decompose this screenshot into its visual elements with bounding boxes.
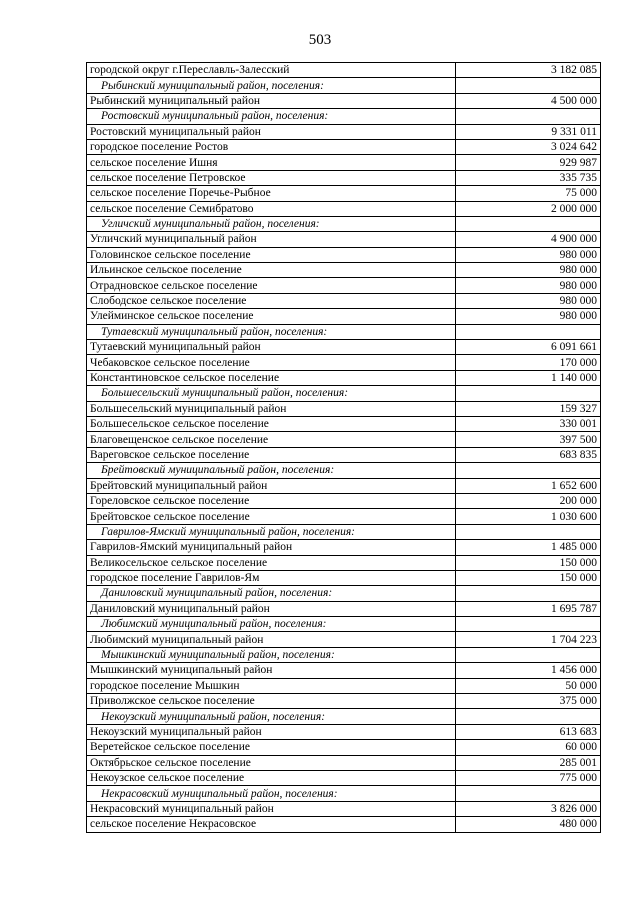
amount-value: 50 000 xyxy=(456,678,601,693)
section-title: Мышкинский муниципальный район, поселения: xyxy=(87,647,456,662)
territory-name: сельское поселение Петровское xyxy=(87,170,456,185)
table-row xyxy=(87,447,601,462)
territory-name: Даниловский муниципальный район xyxy=(87,601,456,616)
section-header-row xyxy=(87,709,601,724)
amount-value: 60 000 xyxy=(456,740,601,755)
section-header-row xyxy=(87,386,601,401)
section-header-row xyxy=(87,216,601,231)
amount-value: 1 140 000 xyxy=(456,370,601,385)
section-title: Любимский муниципальный район, поселения: xyxy=(87,617,456,632)
amount-value: 775 000 xyxy=(456,770,601,785)
amount-value: 1 030 600 xyxy=(456,509,601,524)
territory-name: Рыбинский муниципальный район xyxy=(87,93,456,108)
amount-value xyxy=(456,463,601,478)
table-row xyxy=(87,201,601,216)
territory-name: Октябрьское сельское поселение xyxy=(87,755,456,770)
amount-value: 3 182 085 xyxy=(456,63,601,78)
amount-value: 200 000 xyxy=(456,493,601,508)
territory-name: городское поселение Гаврилов-Ям xyxy=(87,570,456,585)
section-title: Некрасовский муниципальный район, поселения: xyxy=(87,786,456,801)
territory-name: городское поселение Мышкин xyxy=(87,678,456,693)
amount-value: 9 331 011 xyxy=(456,124,601,139)
amount-value: 1 652 600 xyxy=(456,478,601,493)
territory-name: сельское поселение Некрасовское xyxy=(87,817,456,832)
table-row xyxy=(87,678,601,693)
table-row xyxy=(87,309,601,324)
table-row xyxy=(87,63,601,78)
territory-name: Вареговское сельское поселение xyxy=(87,447,456,462)
territory-name: Гаврилов-Ямский муниципальный район xyxy=(87,540,456,555)
table-row xyxy=(87,663,601,678)
territory-name: Большесельское сельское поселение xyxy=(87,416,456,431)
section-header-row xyxy=(87,786,601,801)
territory-name: Любимский муниципальный район xyxy=(87,632,456,647)
section-title: Гаврилов-Ямский муниципальный район, поселения: xyxy=(87,524,456,539)
table-row xyxy=(87,340,601,355)
table-row xyxy=(87,355,601,370)
table-row xyxy=(87,370,601,385)
amount-value xyxy=(456,386,601,401)
amount-value: 4 500 000 xyxy=(456,93,601,108)
table-row xyxy=(87,478,601,493)
table-row xyxy=(87,493,601,508)
table-row xyxy=(87,555,601,570)
table-row xyxy=(87,139,601,154)
section-title: Даниловский муниципальный район, поселения: xyxy=(87,586,456,601)
table-row xyxy=(87,432,601,447)
table-row xyxy=(87,170,601,185)
territory-name: Слободское сельское поселение xyxy=(87,293,456,308)
territory-name: Некоузское сельское поселение xyxy=(87,770,456,785)
table-row xyxy=(87,740,601,755)
table-row xyxy=(87,401,601,416)
territory-name: Гореловское сельское поселение xyxy=(87,493,456,508)
amount-value: 683 835 xyxy=(456,447,601,462)
table-row xyxy=(87,509,601,524)
territory-name: сельское поселение Семибратово xyxy=(87,201,456,216)
table-row xyxy=(87,232,601,247)
territory-name: Великосельское сельское поселение xyxy=(87,555,456,570)
table-row xyxy=(87,724,601,739)
amount-value: 980 000 xyxy=(456,293,601,308)
table-row xyxy=(87,801,601,816)
table-row xyxy=(87,632,601,647)
amount-value: 75 000 xyxy=(456,186,601,201)
territory-name: Большесельский муниципальный район xyxy=(87,401,456,416)
amount-value: 159 327 xyxy=(456,401,601,416)
amount-value: 6 091 661 xyxy=(456,340,601,355)
amount-value xyxy=(456,786,601,801)
table-row xyxy=(87,770,601,785)
amount-value xyxy=(456,524,601,539)
territory-name: сельское поселение Поречье-Рыбное xyxy=(87,186,456,201)
amount-value: 3 024 642 xyxy=(456,139,601,154)
territory-name: Приволжское сельское поселение xyxy=(87,694,456,709)
table-row xyxy=(87,694,601,709)
territory-name: Улейминское сельское поселение xyxy=(87,309,456,324)
table-row xyxy=(87,278,601,293)
section-title: Некоузский муниципальный район, поселения: xyxy=(87,709,456,724)
territory-name: Ростовский муниципальный район xyxy=(87,124,456,139)
page-number: 503 xyxy=(308,32,332,48)
section-title: Ростовский муниципальный район, поселения: xyxy=(87,109,456,124)
table-row xyxy=(87,124,601,139)
table-row xyxy=(87,601,601,616)
amount-value: 170 000 xyxy=(456,355,601,370)
territory-name: сельское поселение Ишня xyxy=(87,155,456,170)
amount-value: 397 500 xyxy=(456,432,601,447)
amount-value: 980 000 xyxy=(456,247,601,262)
amount-value: 285 001 xyxy=(456,755,601,770)
territory-name: Константиновское сельское поселение xyxy=(87,370,456,385)
table-row xyxy=(87,570,601,585)
territory-name: Чебаковское сельское поселение xyxy=(87,355,456,370)
amount-value xyxy=(456,216,601,231)
section-header-row xyxy=(87,78,601,93)
section-title: Тутаевский муниципальный район, поселения: xyxy=(87,324,456,339)
amount-value: 929 987 xyxy=(456,155,601,170)
table-row xyxy=(87,293,601,308)
amount-value: 1 485 000 xyxy=(456,540,601,555)
territory-name: Головинское сельское поселение xyxy=(87,247,456,262)
amount-value: 150 000 xyxy=(456,570,601,585)
territory-name: Веретейское сельское поселение xyxy=(87,740,456,755)
amount-value: 375 000 xyxy=(456,694,601,709)
section-header-row xyxy=(87,463,601,478)
amount-value xyxy=(456,709,601,724)
amount-value xyxy=(456,78,601,93)
table-body xyxy=(87,63,601,833)
section-header-row xyxy=(87,324,601,339)
amount-value xyxy=(456,617,601,632)
amount-value: 980 000 xyxy=(456,309,601,324)
amount-value: 480 000 xyxy=(456,817,601,832)
amount-value: 335 735 xyxy=(456,170,601,185)
table-row xyxy=(87,540,601,555)
amount-value: 3 826 000 xyxy=(456,801,601,816)
amount-value: 1 695 787 xyxy=(456,601,601,616)
territory-name: Благовещенское сельское поселение xyxy=(87,432,456,447)
territory-name: Некоузский муниципальный район xyxy=(87,724,456,739)
section-header-row xyxy=(87,109,601,124)
amount-value xyxy=(456,324,601,339)
section-title: Рыбинский муниципальный район, поселения: xyxy=(87,78,456,93)
budget-table xyxy=(86,62,601,833)
table-row xyxy=(87,186,601,201)
table-row xyxy=(87,416,601,431)
territory-name: Угличский муниципальный район xyxy=(87,232,456,247)
table-row xyxy=(87,93,601,108)
section-header-row xyxy=(87,524,601,539)
section-title: Большесельский муниципальный район, поселения: xyxy=(87,386,456,401)
territory-name: городской округ г.Переславль-Залесский xyxy=(87,63,456,78)
territory-name: Ильинское сельское поселение xyxy=(87,263,456,278)
table-row xyxy=(87,263,601,278)
table-row xyxy=(87,755,601,770)
section-header-row xyxy=(87,617,601,632)
amount-value xyxy=(456,586,601,601)
table-row xyxy=(87,247,601,262)
amount-value: 4 900 000 xyxy=(456,232,601,247)
territory-name: Тутаевский муниципальный район xyxy=(87,340,456,355)
territory-name: Некрасовский муниципальный район xyxy=(87,801,456,816)
amount-value xyxy=(456,647,601,662)
section-header-row xyxy=(87,586,601,601)
table-row xyxy=(87,817,601,832)
table-row xyxy=(87,155,601,170)
territory-name: Брейтовское сельское поселение xyxy=(87,509,456,524)
amount-value: 150 000 xyxy=(456,555,601,570)
amount-value: 2 000 000 xyxy=(456,201,601,216)
section-header-row xyxy=(87,647,601,662)
amount-value: 980 000 xyxy=(456,278,601,293)
section-title: Брейтовский муниципальный район, поселения: xyxy=(87,463,456,478)
amount-value: 980 000 xyxy=(456,263,601,278)
territory-name: городское поселение Ростов xyxy=(87,139,456,154)
amount-value: 1 456 000 xyxy=(456,663,601,678)
territory-name: Отрадновское сельское поселение xyxy=(87,278,456,293)
amount-value xyxy=(456,109,601,124)
amount-value: 613 683 xyxy=(456,724,601,739)
territory-name: Брейтовский муниципальный район xyxy=(87,478,456,493)
amount-value: 1 704 223 xyxy=(456,632,601,647)
territory-name: Мышкинский муниципальный район xyxy=(87,663,456,678)
section-title: Угличский муниципальный район, поселения: xyxy=(87,216,456,231)
amount-value: 330 001 xyxy=(456,416,601,431)
